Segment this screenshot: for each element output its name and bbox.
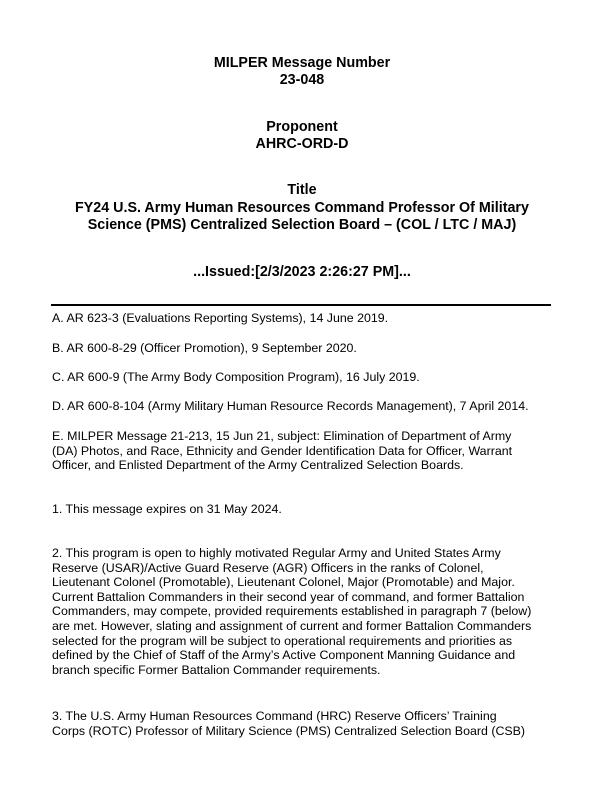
reference-line: B. AR 600-8-29 (Officer Promotion), 9 September 2020. bbox=[52, 341, 357, 355]
title-line-1: FY24 U.S. Army Human Resources Command Professor Of Military bbox=[75, 200, 529, 216]
paragraph-line: are met. However, slating and assignment of current and former Battalion Commanders bbox=[52, 618, 532, 633]
header-divider bbox=[51, 304, 551, 306]
reference-d bbox=[52, 399, 557, 414]
issued-date: ...Issued:[2/3/2023 2:26:27 PM]... bbox=[193, 264, 411, 280]
reference-line: E. MILPER Message 21-213, 15 Jun 21, subject: Elimination of Department of Army bbox=[52, 429, 512, 443]
proponent-value: AHRC-ORD-D bbox=[255, 136, 349, 152]
paragraph-line: Current Battalion Commanders in their second year of command, and former Battalion bbox=[52, 589, 525, 604]
paragraph-line: Commanders, may compete, provided requirements established in paragraph 7 (below) bbox=[52, 604, 532, 619]
paragraph-1 bbox=[52, 502, 557, 517]
paragraph-line: selected for the program will be subject to operational requirements and priorities as bbox=[52, 633, 513, 648]
reference-line: A. AR 623-3 (Evaluations Reporting Systems), 14 June 2019. bbox=[52, 311, 389, 325]
paragraph-line: 3. The U.S. Army Human Resources Command (HRC) Reserve Officers’ Training bbox=[52, 709, 497, 723]
paragraph-line: branch specific Former Battalion Commander requirements. bbox=[52, 662, 381, 677]
title-line-2: Science (PMS) Centralized Selection Board – (COL / LTC / MAJ) bbox=[87, 217, 517, 233]
reference-line: Officer, and Enlisted Department of the Army Centralized Selection Boards. bbox=[52, 458, 464, 473]
reference-line: (DA) Photos, and Race, Ethnicity and Gender Identification Data for Officer, Warrant bbox=[52, 443, 513, 458]
reference-b bbox=[52, 341, 557, 356]
reference-c bbox=[52, 370, 557, 385]
paragraph-line: 1. This message expires on 31 May 2024. bbox=[52, 502, 282, 516]
message-number: 23-048 bbox=[279, 72, 325, 88]
paragraph-line: Corps (ROTC) Professor of Military Science (PMS) Centralized Selection Board (CSB) bbox=[52, 723, 526, 738]
proponent-label: Proponent bbox=[266, 119, 338, 135]
paragraph-line: 2. This program is open to highly motivated Regular Army and United States Army bbox=[52, 546, 501, 560]
paragraph-line: Lieutenant Colonel (Promotable), Lieutenant Colonel, Major (Promotable) and Major. bbox=[52, 575, 515, 590]
title-label: Title bbox=[287, 182, 317, 198]
paragraph-3 bbox=[52, 709, 557, 738]
reference-a bbox=[52, 311, 557, 326]
paragraph-2 bbox=[52, 546, 557, 677]
paragraph-line: defined by the Chief of Staff of the Army’s Active Component Manning Guidance and bbox=[52, 648, 516, 663]
reference-line: C. AR 600-9 (The Army Body Composition Program), 16 July 2019. bbox=[52, 370, 420, 384]
reference-e bbox=[52, 429, 557, 473]
paragraph-line: Reserve (USAR)/Active Guard Reserve (AGR) Officers in the ranks of Colonel, bbox=[52, 560, 484, 575]
reference-line: D. AR 600-8-104 (Army Military Human Resource Records Management), 7 April 2014. bbox=[52, 399, 529, 413]
message-number-label: MILPER Message Number bbox=[213, 55, 391, 71]
